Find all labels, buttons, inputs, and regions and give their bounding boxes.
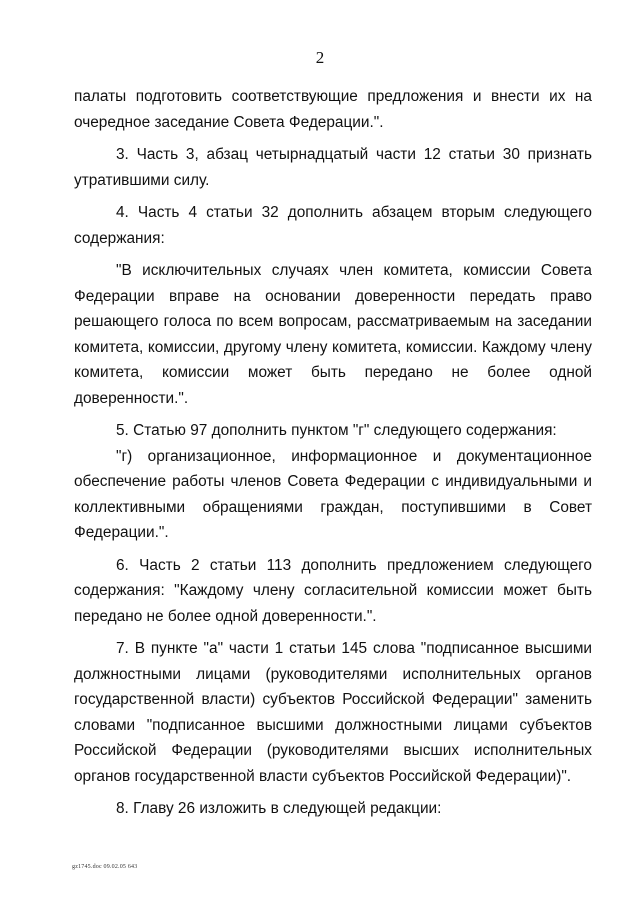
document-body [74,84,592,822]
paragraph-item-3: 3. Часть 3, абзац четырнадцатый части 12 статьи 30 признать утратившими силу. [74,146,592,189]
paragraph-item-7: 7. В пункте "а" части 1 статьи 145 слова "подписанное высшими должностными лицами (руководителями исполнительных органов государственной власти) субъектов Российской Федерации" заменить словами "подписанное высшими должностными лицами субъектов Российской Федерации (руководителями высших исполнительных органов государственной власти субъектов Российской Федерации)". [74,640,592,785]
footer-document-code: gz1745.doc 09.02.05 643 [72,864,138,870]
paragraph-continuation: палаты подготовить соответствующие предложения и внести их на очередное заседание Совета Федерации.". [74,88,592,131]
paragraph-item-8: 8. Главу 26 изложить в следующей редакции: [116,800,442,817]
paragraph-item-6: 6. Часть 2 статьи 113 дополнить предложением следующего содержания: "Каждому члену согласительной комиссии может быть передано не более одной доверенности.". [74,556,592,625]
paragraph-quote-item-5: "г) организационное, информационное и документационное обеспечение работы членов Совета Федерации с индивидуальными и коллективными обращениями граждан, поступившими в Совет Федерации.". [74,447,592,541]
paragraph-item-4: 4. Часть 4 статьи 32 дополнить абзацем вторым следующего содержания: [74,204,592,247]
page-number: 2 [315,48,325,67]
paragraph-quote-item-4: "В исключительных случаях член комитета, комиссии Совета Федерации вправе на основании доверенности передать право решающего голоса по всем вопросам, рассматриваемым на заседании комитета, комиссии, другому члену комитета, комиссии. Каждому члену комитета, комиссии может быть передано не более одной доверенности.". [74,262,592,407]
paragraph-item-5: 5. Статью 97 дополнить пунктом "г" следующего содержания: [116,422,557,439]
